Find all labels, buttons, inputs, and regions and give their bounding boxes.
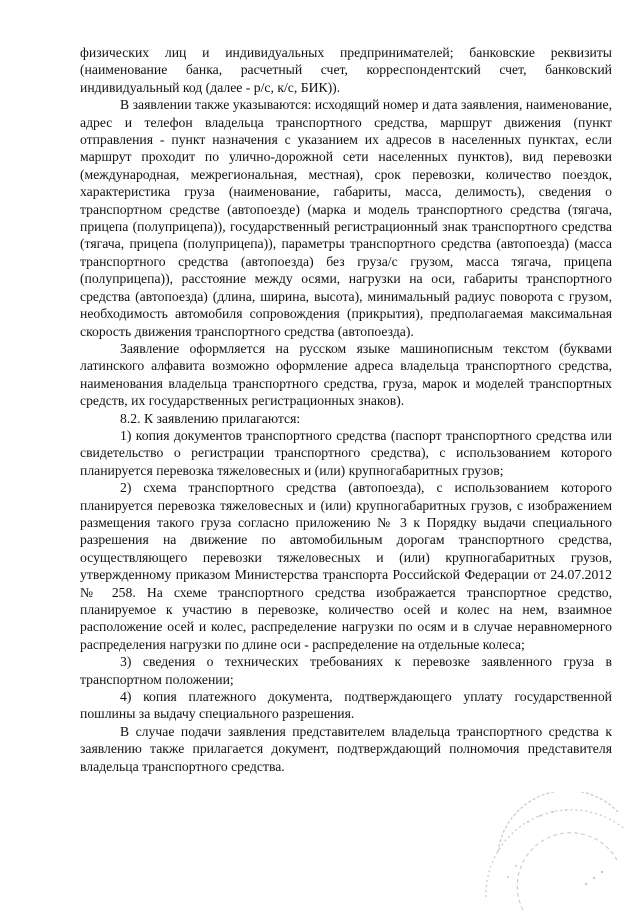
- attachment-item-4: 4) копия платежного документа, подтверждающего уплату государственной пошлины за выдачу специального разрешения.: [80, 689, 612, 722]
- attachment-item-1: 1) копия документов транспортного средства (паспорт транспортного средства или свидетельство о регистрации транспортного средства), с использованием которого планируется перевозка тяжеловесных и (или) крупногабаритных грузов;: [80, 427, 612, 478]
- paragraph-bank-details: физических лиц и индивидуальных предпринимателей; банковские реквизиты (наименование банка, расчетный счет, корреспондентский счет, банковский индивидуальный код (далее - р/с, к/с, БИК)).: [80, 45, 612, 95]
- paragraph-representative: В случае подачи заявления представителем владельца транспортного средства к заявлению также прилагается документ, подтверждающий полномочия представителя владельца транспортного средства.: [80, 723, 612, 774]
- attachment-item-3: 3) сведения о технических требованиях к перевозке заявленного груза в транспортном положении;: [80, 654, 612, 687]
- section-heading: 8.2. К заявлению прилагаются:: [120, 410, 301, 426]
- document-body: [80, 44, 612, 775]
- attachment-item-2: 2) схема транспортного средства (автопоезда), с использованием которого планируется перевозка тяжеловесных и (или) крупногабаритных грузов, с изображением размещения такого груза согласно приложению № 3 к Порядку выдачи специального разрешения на движение по автомобильным дорогам транспортного средства, осуществляющего перевозки тяжеловесных и (или) крупногабаритных грузов, утвержденному приказом Министерства транспорта Российской Федерации от 24.07.2012 № 258. На схеме транспортного средства изображается транспортное средство, планируемое к участию в перевозке, количество осей и колес на нем, взаимное расположение осей и колес, распределение нагрузки по осям и в случае неравномерного распределения нагрузки по длине оси - распределение на отдельные колеса;: [80, 480, 612, 652]
- seal-stamp-icon: [468, 792, 628, 912]
- paragraph-language-requirements: Заявление оформляется на русском языке машинописным текстом (буквами латинского алфавита возможно оформление адреса владельца транспортного средства, наименования владельца транспортного средства, груза, марок и моделей транспортных средств, их государственных регистрационных знаков).: [80, 340, 612, 409]
- paragraph-application-contents: В заявлении также указываются: исходящий номер и дата заявления, наименование, адрес и телефон владельца транспортного средства, маршрут движения (пункт отправления - пункт назначения с указанием их адресов в населенных пунктах, если маршрут проходит по улично-дорожной сети населенных пунктов), вид перевозки (международная, межрегиональная, местная), срок перевозки, количество поездок, характеристика груза (наименование, габариты, масса, делимость), сведения о транспортном средстве (автопоезде) (марка и модель транспортного средства (тягача, прицепа (полуприцепа)), государственный регистрационный знак транспортного средства (тягача, прицепа (полуприцепа)), параметры транспортного средства (автопоезда) (масса транспортного средства (автопоезда) без груза/с грузом, масса тягача, прицепа (полуприцепа)), расстояние между осями, нагрузки на оси, габариты транспортного средства (автопоезда) (длина, ширина, высота), минимальный радиус поворота с грузом, необходимость автомобиля сопровождения (прикрытия), предполагаемая максимальная скорость движения транспортного средства (автопоезда).: [80, 97, 612, 339]
